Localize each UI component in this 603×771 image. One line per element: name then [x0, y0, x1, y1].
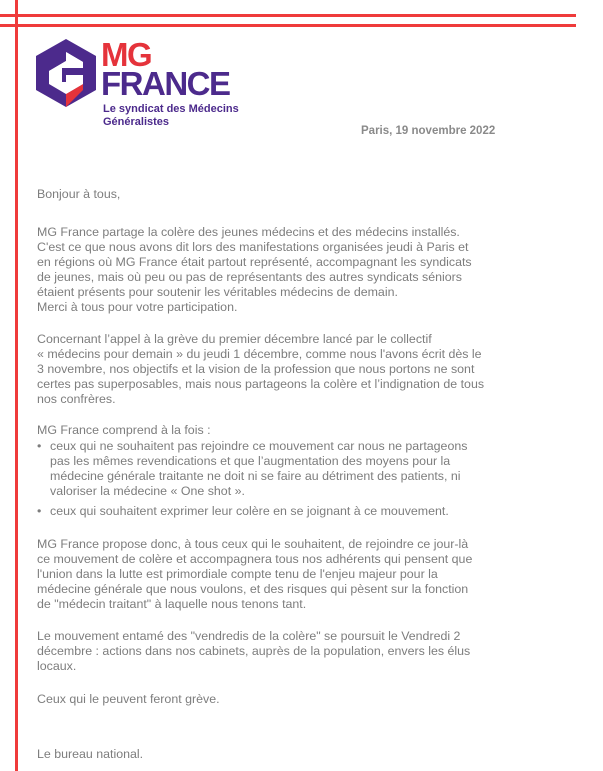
paragraph-line: « médecins pour demain » du jeudi 1 décembre, comme nous l'avons écrit dès le — [37, 347, 482, 361]
paragraph-line: 3 novembre, nos objectifs et la vision de la profession que nous portons ne sont — [37, 362, 475, 376]
paragraph-line: ce mouvement de colère et accompagnera tous nos adhérents qui pensent que — [37, 552, 473, 566]
paragraph-line: de jeunes, mais où peu ou pas de représentants des autres syndicats séniors — [37, 270, 462, 284]
logo-tagline — [103, 103, 273, 129]
tagline-line-2: Généralistes — [103, 116, 170, 128]
paragraph-line: étaient présents pour soutenir les véritables médecins de demain. — [37, 285, 398, 299]
letter-date: Paris, 19 novembre 2022 — [361, 125, 496, 137]
paragraph-line: Merci à tous pour votre participation. — [37, 300, 238, 314]
paragraph-line: MG France partage la colère des jeunes médecins et des médecins installés. — [37, 225, 460, 239]
paragraph-line: médecine générale que nous voulons, et des risques qui pèsent sur la fonction — [37, 582, 469, 596]
logo-france-text: FRANCE — [101, 65, 230, 102]
paragraph-line: locaux. — [37, 659, 77, 673]
bullet-icon: • — [37, 439, 42, 453]
paragraph-line: Concernant l’appel à la grève du premier décembre lancé par le collectif — [37, 332, 432, 346]
paragraph-6: Ceux qui le peuvent feront grève. — [37, 692, 220, 706]
paragraph-line: nos confrères. — [37, 392, 116, 406]
greeting: Bonjour à tous, — [37, 187, 121, 201]
bullet-line: ceux qui souhaitent exprimer leur colère en se joignant à ce mouvement. — [50, 504, 449, 518]
left-margin-rule — [15, 0, 18, 771]
bullet-line: pas les mêmes revendications et que l’augmentation des moyens pour la — [50, 454, 451, 468]
bullet-line: valoriser la médecine « One shot ». — [50, 484, 245, 498]
paragraph-line: l'union dans la lutte est primordiale compte tenu de l'enjeu majeur pour la — [37, 567, 438, 581]
top-rule-upper — [0, 14, 576, 17]
paragraph-line: décembre : actions dans nos cabinets, auprès de la population, envers les élus — [37, 644, 471, 658]
paragraph-line: Le mouvement entamé des "vendredis de la colère" se poursuit le Vendredi 2 — [37, 629, 461, 643]
logo-mg-text: MG — [101, 36, 152, 73]
tagline-line-1: Le syndicat des Médecins — [103, 103, 239, 115]
bullet-line: médecine générale traitante ne doit ni se faire au détriment des patients, ni — [50, 469, 461, 483]
paragraph-line: certes pas superposables, mais nous partageons la colère et l’indignation de tous — [37, 377, 485, 391]
top-rule-lower — [0, 24, 576, 27]
paragraph-line: C'est ce que nous avons dit lors des manifestations organisées jeudi à Paris et — [37, 240, 469, 254]
bullet-line: ceux qui ne souhaitent pas rejoindre ce mouvement car nous ne partageons — [50, 439, 468, 453]
signature: Le bureau national. — [37, 747, 144, 761]
mg-france-logo-icon — [36, 39, 96, 107]
paragraph-line: de "médecin traitant" à laquelle nous tenons tant. — [37, 597, 307, 611]
paragraph-line: en régions où MG France était partout représenté, accompagnant les syndicats — [37, 255, 472, 269]
bullet-icon: • — [37, 504, 42, 518]
paragraph-intro: MG France comprend à la fois : — [37, 423, 211, 437]
paragraph-line: MG France propose donc, à tous ceux qui le souhaitent, de rejoindre ce jour-là — [37, 537, 469, 551]
